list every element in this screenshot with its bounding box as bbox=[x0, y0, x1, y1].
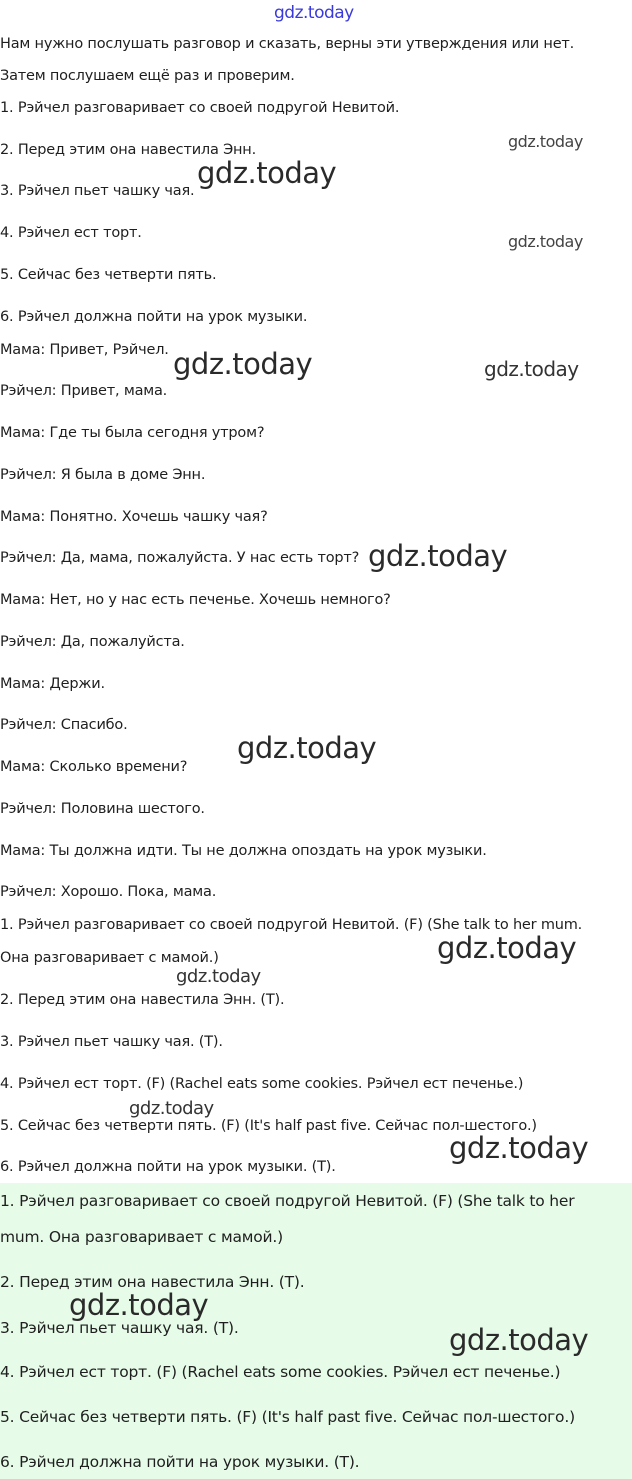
dialogue-line: Мама: Нет, но у нас есть печенье. Хочешь немного? bbox=[0, 592, 391, 608]
watermark: gdz.today bbox=[484, 357, 579, 381]
dialogue-line: Рэйчел: Я была в доме Энн. bbox=[0, 467, 206, 483]
watermark: gdz.today bbox=[508, 232, 583, 251]
dialogue-line: Мама: Ты должна идти. Ты не должна опоздать на урок музыки. bbox=[0, 843, 487, 859]
answer-box-line: 1. Рэйчел разговаривает со своей подругой Невитой. (F) (She talk to her bbox=[0, 1192, 575, 1210]
statement-item: 2. Перед этим она навестила Энн. bbox=[0, 142, 256, 158]
answer-line: 1. Рэйчел разговаривает со своей подругой Невитой. (F) (She talk to her mum. bbox=[0, 917, 583, 933]
watermark: gdz.today bbox=[129, 1098, 214, 1119]
dialogue-line: Рэйчел: Да, мама, пожалуйста. У нас есть торт? bbox=[0, 550, 360, 566]
answer-box-line: 3. Рэйчел пьет чашку чая. (T). bbox=[0, 1319, 239, 1337]
watermark: gdz.today bbox=[508, 132, 583, 151]
watermark: gdz.today bbox=[449, 1131, 589, 1165]
answer-box-line: 6. Рэйчел должна пойти на урок музыки. (T). bbox=[0, 1453, 360, 1471]
dialogue-line: Мама: Привет, Рэйчел. bbox=[0, 342, 169, 358]
statement-item: 6. Рэйчел должна пойти на урок музыки. bbox=[0, 309, 308, 325]
intro-line: Затем послушаем ещё раз и проверим. bbox=[0, 68, 295, 84]
watermark: gdz.today bbox=[173, 347, 313, 381]
intro-line: Нам нужно послушать разговор и сказать, верны эти утверждения или нет. bbox=[0, 36, 575, 52]
answer-line: Она разговаривает с мамой.) bbox=[0, 950, 219, 966]
dialogue-line: Мама: Где ты была сегодня утром? bbox=[0, 425, 265, 441]
watermark: gdz.today bbox=[449, 1323, 589, 1357]
answer-box-line: 5. Сейчас без четверти пять. (F) (It's half past five. Сейчас пол-шестого.) bbox=[0, 1408, 575, 1426]
watermark-logo: gdz.today bbox=[274, 3, 354, 23]
dialogue-line: Мама: Держи. bbox=[0, 676, 105, 692]
answer-line: 2. Перед этим она навестила Энн. (T). bbox=[0, 992, 285, 1008]
answer-box-line: 2. Перед этим она навестила Энн. (T). bbox=[0, 1273, 305, 1291]
answer-box-line: 4. Рэйчел ест торт. (F) (Rachel eats some cookies. Рэйчел ест печенье.) bbox=[0, 1363, 561, 1381]
answer-line: 3. Рэйчел пьет чашку чая. (T). bbox=[0, 1034, 223, 1050]
statement-item: 3. Рэйчел пьет чашку чая. bbox=[0, 183, 195, 199]
statement-item: 1. Рэйчел разговаривает со своей подругой Невитой. bbox=[0, 100, 400, 116]
answer-line: 4. Рэйчел ест торт. (F) (Rachel eats some cookies. Рэйчел ест печенье.) bbox=[0, 1076, 524, 1092]
dialogue-line: Рэйчел: Хорошо. Пока, мама. bbox=[0, 884, 217, 900]
answer-line: 5. Сейчас без четверти пять. (F) (It's half past five. Сейчас пол-шестого.) bbox=[0, 1118, 537, 1134]
watermark: gdz.today bbox=[176, 966, 261, 987]
answer-line: 6. Рэйчел должна пойти на урок музыки. (T). bbox=[0, 1159, 336, 1175]
dialogue-line: Мама: Понятно. Хочешь чашку чая? bbox=[0, 509, 268, 525]
watermark: gdz.today bbox=[237, 731, 377, 765]
statement-item: 4. Рэйчел ест торт. bbox=[0, 225, 142, 241]
watermark: gdz.today bbox=[437, 931, 577, 965]
dialogue-line: Рэйчел: Да, пожалуйста. bbox=[0, 634, 185, 650]
watermark: gdz.today bbox=[197, 156, 337, 190]
watermark: gdz.today bbox=[368, 539, 508, 573]
watermark: gdz.today bbox=[69, 1288, 209, 1322]
dialogue-line: Рэйчел: Спасибо. bbox=[0, 717, 128, 733]
dialogue-line: Мама: Сколько времени? bbox=[0, 759, 188, 775]
answer-box-line: mum. Она разговаривает с мамой.) bbox=[0, 1228, 283, 1246]
dialogue-line: Рэйчел: Привет, мама. bbox=[0, 383, 168, 399]
dialogue-line: Рэйчел: Половина шестого. bbox=[0, 801, 205, 817]
statement-item: 5. Сейчас без четверти пять. bbox=[0, 267, 217, 283]
